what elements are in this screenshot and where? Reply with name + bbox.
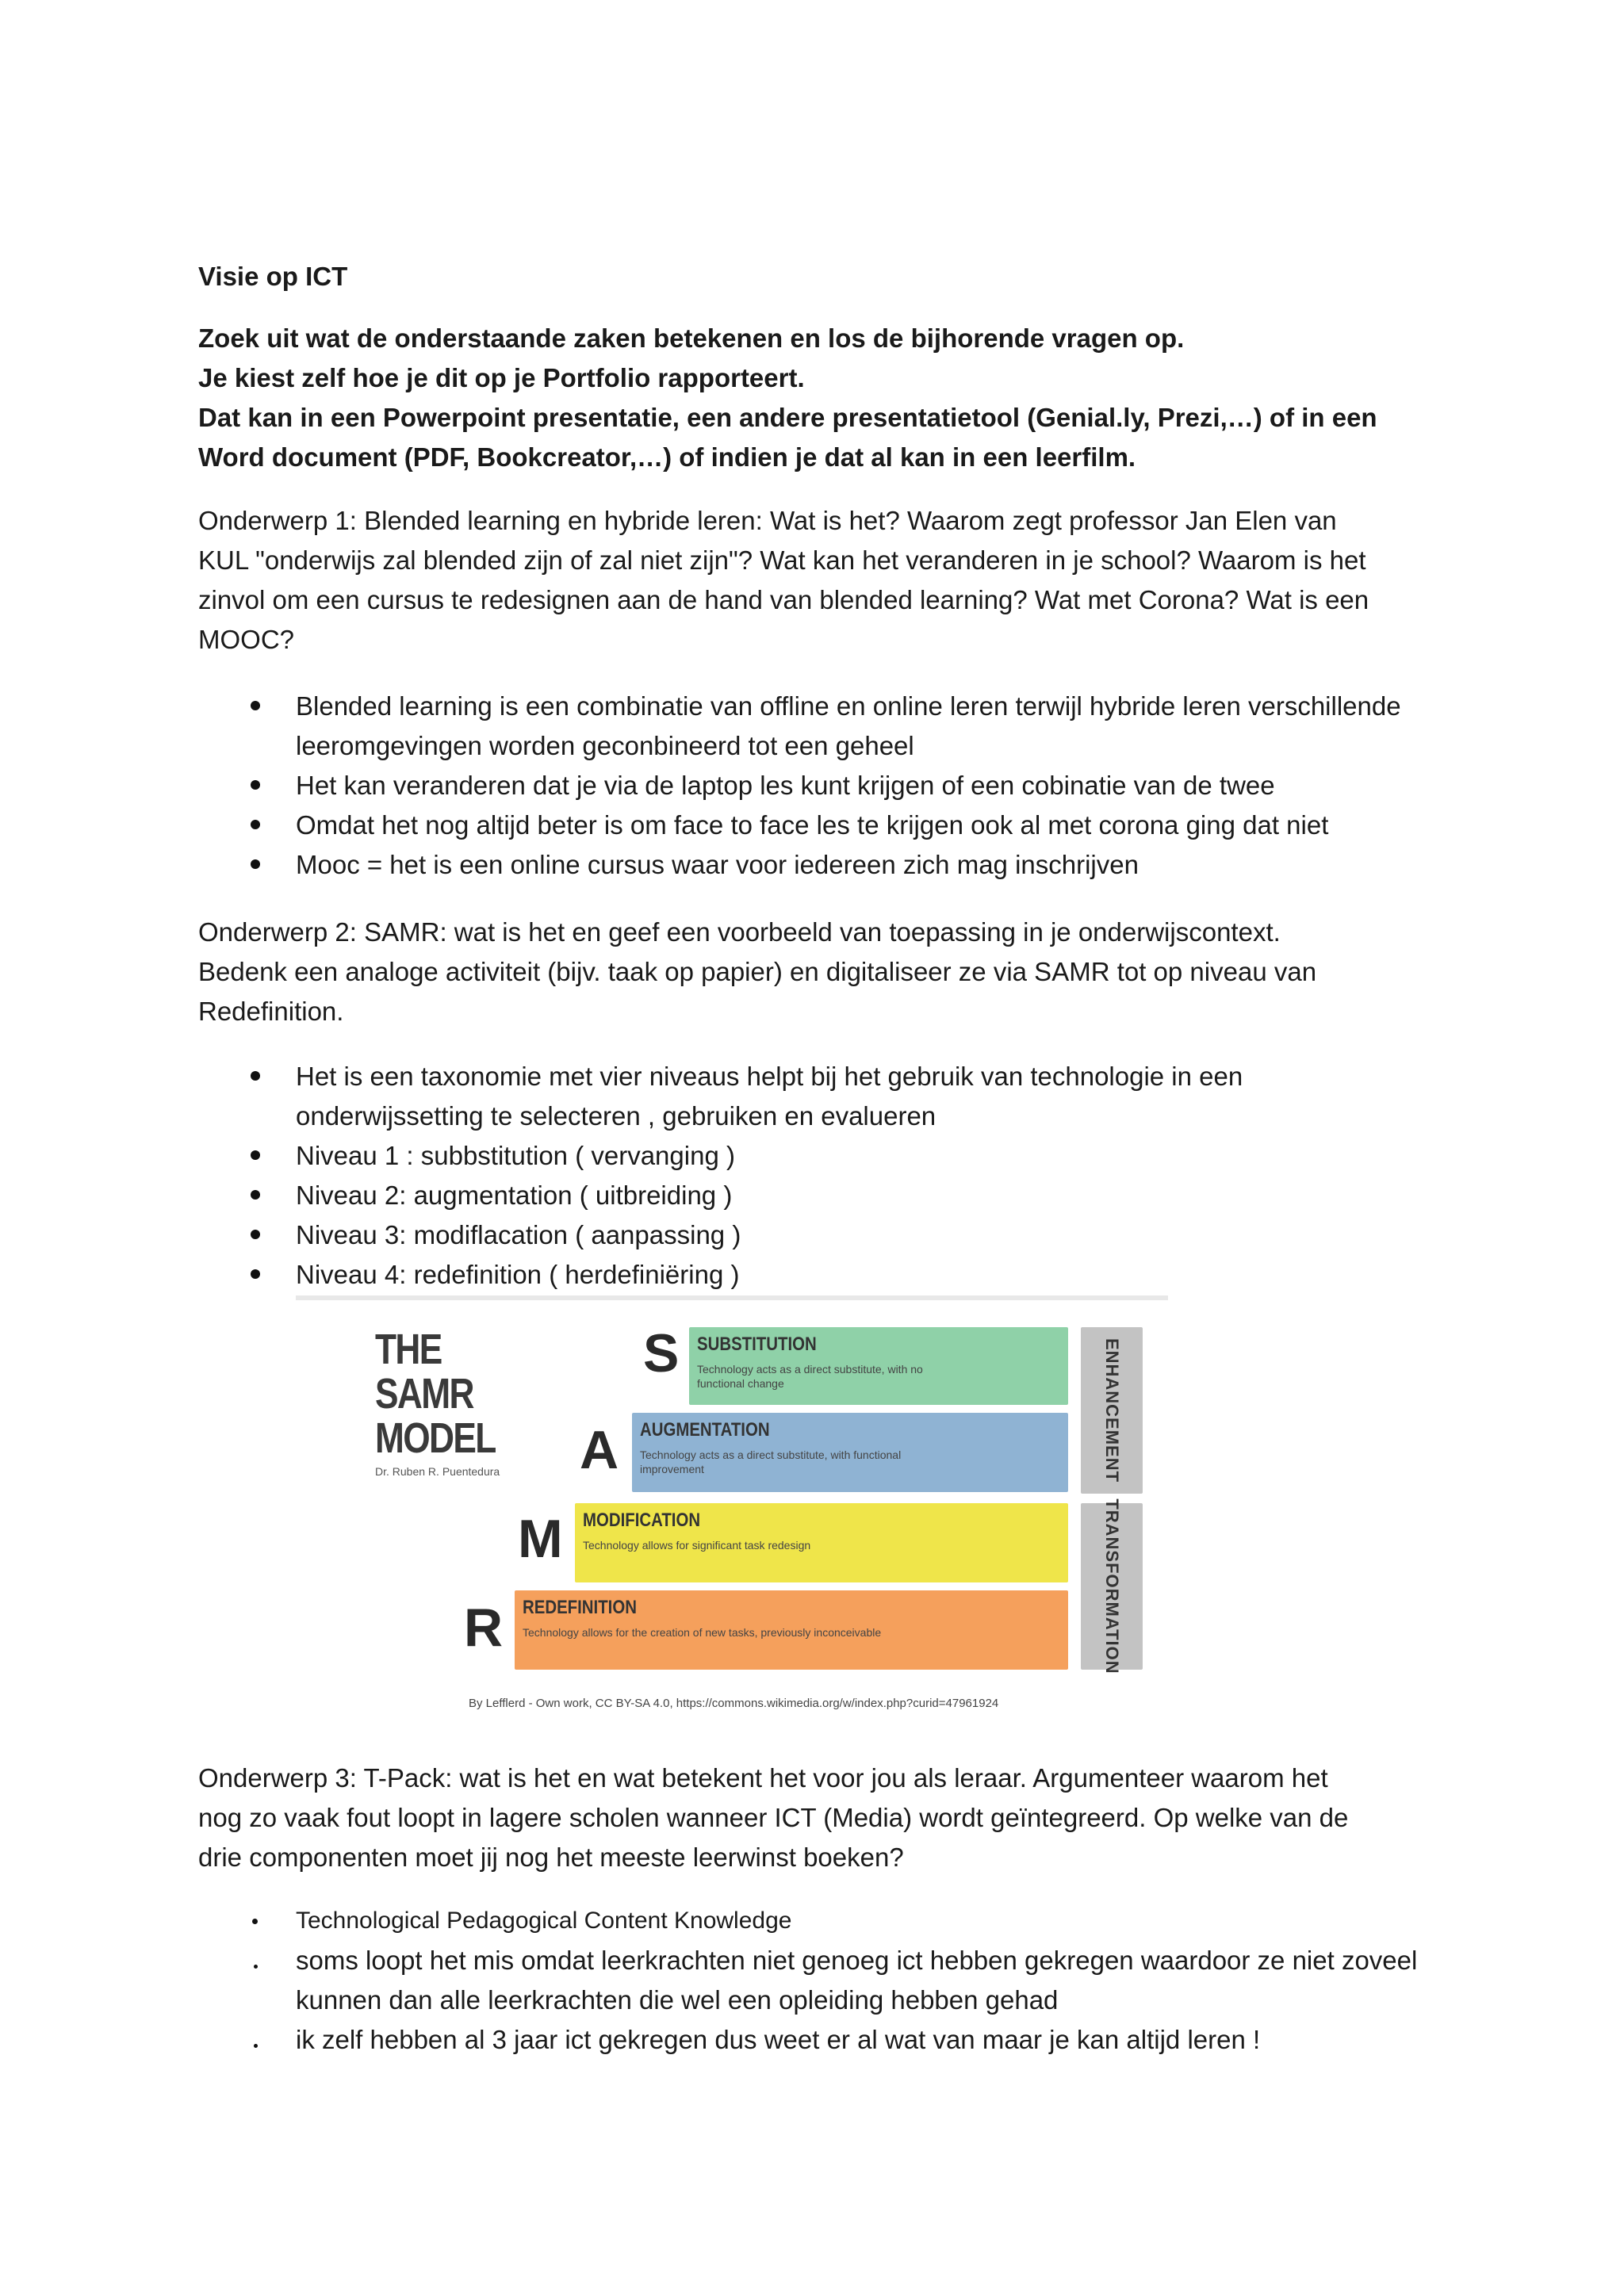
band-description-line: Technology allows for significant task redesign	[583, 1539, 811, 1552]
band-description	[640, 1448, 901, 1476]
list-item	[0, 687, 1624, 766]
answer-list-2	[0, 1057, 1624, 1295]
samr-title-line: THE	[375, 1326, 442, 1373]
list-item	[0, 1057, 1624, 1136]
side-label-enhancement	[1081, 1327, 1143, 1494]
answer-list-1	[0, 687, 1624, 885]
side-label-text: ENHANCEMENT	[1102, 1337, 1122, 1483]
band-modification	[575, 1503, 1068, 1582]
list-item	[0, 1176, 1624, 1215]
figure-top-border	[296, 1295, 1168, 1300]
list-item	[0, 1136, 1624, 1176]
band-title: SUBSTITUTION	[697, 1334, 817, 1355]
band-augmentation	[632, 1413, 1068, 1492]
list-item-text: ik zelf hebben al 3 jaar ict gekregen dus weet er al wat van maar je kan altijd leren !	[296, 2025, 1261, 2054]
question-2	[198, 913, 1451, 1031]
list-item	[0, 1901, 1624, 1941]
list-item-text: Niveau 1 : subbstitution ( vervanging )	[296, 1141, 735, 1170]
list-item-text: Blended learning is een combinatie van offline en online leren terwijl hybride leren verschillende leeromgevingen worden geconbineerd tot een geheel	[296, 691, 1401, 760]
question-line: drie componenten moet jij nog het meeste leerwinst boeken?	[198, 1843, 904, 1872]
list-item-text: soms loopt het mis omdat leerkrachten niet genoeg ict hebben gekregen waardoor ze niet zoveel kunnen dan alle leerkrachten die wel een opleiding hebben gehad	[296, 1946, 1418, 2015]
list-item	[0, 1255, 1624, 1295]
samr-letter-s: S	[643, 1323, 680, 1383]
list-item-text: Niveau 3: modiflacation ( aanpassing )	[296, 1220, 741, 1249]
band-description-line: Technology allows for the creation of new tasks, previously inconceivable	[523, 1626, 882, 1639]
question-1	[198, 501, 1451, 660]
samr-letter-r: R	[464, 1598, 504, 1658]
samr-letter-a: A	[580, 1420, 619, 1480]
band-description-line: functional change	[697, 1377, 784, 1390]
band-substitution	[689, 1327, 1068, 1405]
question-line: Onderwerp 1: Blended learning en hybride leren: Wat is het? Waarom zegt professor Jan Elen van	[198, 506, 1337, 535]
question-line: KUL "onderwijs zal blended zijn of zal niet zijn"? Wat kan het veranderen in je school? Waarom is het	[198, 545, 1366, 575]
band-description-line: Technology acts as a direct substitute, with no	[697, 1363, 923, 1376]
samr-letter-m: M	[518, 1509, 563, 1569]
band-description	[523, 1625, 881, 1640]
question-3	[198, 1758, 1451, 1877]
list-item	[0, 806, 1624, 845]
instruction-line: Dat kan in een Powerpoint presentatie, een andere presentatietool (Genial.ly, Prezi,…) of in een	[198, 403, 1377, 432]
band-title: AUGMENTATION	[640, 1419, 770, 1441]
question-line: Onderwerp 3: T-Pack: wat is het en wat betekent het voor jou als leraar. Argumenteer waarom het	[198, 1763, 1328, 1793]
band-title: MODIFICATION	[583, 1510, 701, 1531]
band-description	[697, 1362, 923, 1391]
list-item-text: Het is een taxonomie met vier niveaus helpt bij het gebruik van technologie in een onderwijssetting te selecteren , gebruiken en evalueren	[296, 1062, 1243, 1131]
samr-author: Dr. Ruben R. Puentedura	[375, 1465, 500, 1478]
list-item-text: Technological Pedagogical Content Knowledge	[296, 1908, 792, 1934]
instruction-line: Word document (PDF, Bookcreator,…) of indien je dat al kan in een leerfilm.	[198, 442, 1136, 472]
band-description-line: Technology acts as a direct substitute, with functional	[640, 1448, 902, 1461]
document-title: Visie op ICT	[198, 262, 348, 291]
side-label-text: TRANSFORMATION	[1102, 1498, 1122, 1674]
list-item	[0, 766, 1624, 806]
band-title: REDEFINITION	[523, 1597, 637, 1618]
list-item	[0, 2020, 1624, 2060]
list-item-text: Omdat het nog altijd beter is om face to face les te krijgen ook al met corona ging dat niet	[296, 810, 1329, 840]
samr-model-figure	[296, 1295, 1168, 1724]
list-item	[0, 1215, 1624, 1255]
list-item-text: Het kan veranderen dat je via de laptop les kunt krijgen of een cobinatie van de twee	[296, 771, 1275, 800]
list-item-text: Niveau 4: redefinition ( herdefiniëring )	[296, 1260, 740, 1289]
samr-title-line: MODEL	[375, 1414, 496, 1462]
band-description-line: improvement	[640, 1463, 704, 1475]
question-line: Bedenk een analoge activiteit (bijv. taak op papier) en digitaliseer ze via SAMR tot op niveau van	[198, 957, 1317, 986]
list-item	[0, 845, 1624, 885]
question-line: nog zo vaak fout loopt in lagere scholen wanneer ICT (Media) wordt geïntegreerd. Op welke van de	[198, 1803, 1349, 1832]
instructions	[198, 319, 1435, 477]
answer-list-3	[0, 1901, 1624, 2060]
list-item-text: Niveau 2: augmentation ( uitbreiding )	[296, 1181, 733, 1210]
side-label-transformation	[1081, 1498, 1143, 1674]
band-description	[583, 1538, 810, 1552]
band-redefinition	[515, 1590, 1068, 1670]
samr-title	[375, 1327, 496, 1460]
question-line: zinvol om een cursus te redesignen aan de hand van blended learning? Wat met Corona? Wat is een	[198, 585, 1369, 614]
instruction-line: Zoek uit wat de onderstaande zaken betekenen en los de bijhorende vragen op.	[198, 323, 1185, 353]
list-item-text: Mooc = het is een online cursus waar voor iedereen zich mag inschrijven	[296, 850, 1139, 879]
question-line: Onderwerp 2: SAMR: wat is het en geef een voorbeeld van toepassing in je onderwijscontext.	[198, 917, 1281, 947]
question-line: MOOC?	[198, 625, 295, 654]
list-item	[0, 1941, 1624, 2020]
figure-credit: By Lefflerd - Own work, CC BY-SA 4.0, https://commons.wikimedia.org/w/index.php?curid=47961924	[469, 1697, 999, 1710]
samr-title-line: SAMR	[375, 1370, 473, 1418]
instruction-line: Je kiest zelf hoe je dit op je Portfolio rapporteert.	[198, 363, 805, 392]
question-line: Redefinition.	[198, 997, 344, 1026]
